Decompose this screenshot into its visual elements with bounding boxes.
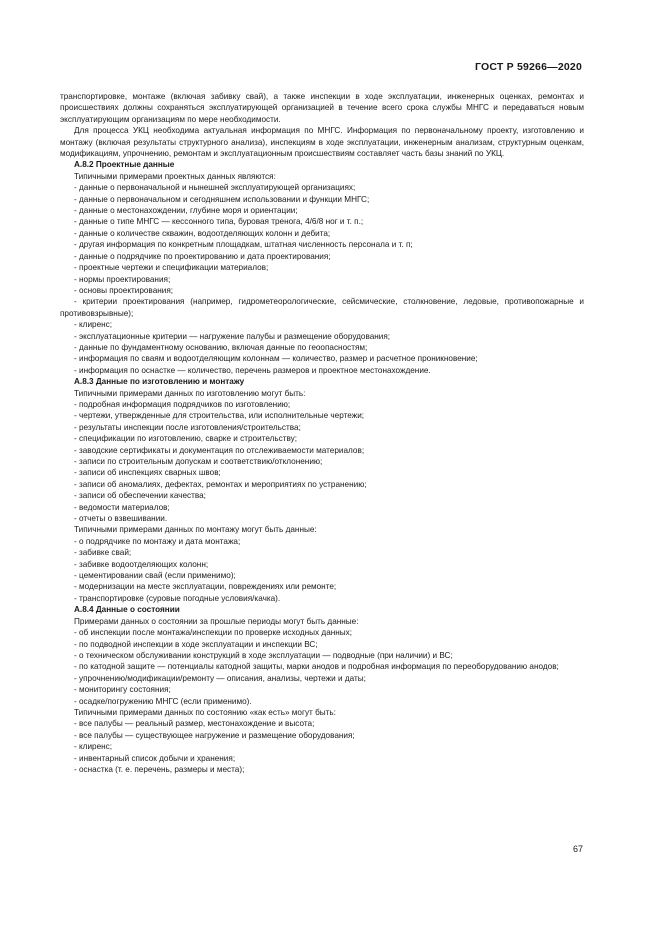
document-header: ГОСТ Р 59266—2020 xyxy=(474,61,582,73)
list-item: - записи по строительным допускам и соответствию/отклонению; xyxy=(74,457,323,466)
list-item: Примерами данных о состоянии за прошлые периоды могут быть данные: xyxy=(74,616,359,626)
list-item: - по катодной защите — потенциалы катодной защиты, марки анодов и подробная информация по переоборудованию анодов; xyxy=(74,662,559,672)
list-item: - проектные чертежи и спецификации материалов; xyxy=(74,263,269,273)
list-item: - эксплуатационные критерии — нагружение палубы и размещение оборудования; xyxy=(74,331,391,341)
list-item: Типичными примерами данных по состоянию «как есть» могут быть: xyxy=(74,707,336,717)
list-item: - модернизации на месте эксплуатации, повреждениях или ремонте; xyxy=(74,582,337,592)
list-item: - подробная информация подрядчиков по изготовлению; xyxy=(74,399,291,409)
list-item: - цементировании свай (если применимо); xyxy=(74,571,236,581)
list-item: - другая информация по конкретным площадкам, штатная численность персонала и т. п; xyxy=(74,240,413,250)
list-item: - данные о количестве скважин, водоотделяющих колонн и дебита; xyxy=(74,228,331,238)
list-item: - данные о первоначальной и нынешней эксплуатирующей организациях; xyxy=(74,183,356,193)
list-item: Типичными примерами данных по монтажу могут быть данные: xyxy=(74,525,317,535)
list-item: - информация по сваям и водоотделяющим колоннам — количество, размер и расчетное проникновение; xyxy=(74,354,478,364)
section-heading: А.8.3 Данные по изготовлению и монтажу xyxy=(74,377,245,387)
list-item: - о подрядчике по монтажу и дата монтажа; xyxy=(74,536,241,546)
list-item: - нормы проектирования; xyxy=(74,274,171,284)
paragraph: транспортировке, монтаже (включая забивку свай), а также инспекции в ходе эксплуатации, инженерных оценках, ремонтах и происшествиях должны сохраняться эксплуатирующей организацией в течение всего срока службы МНГС и передаваться новым эксплуатирующим организациям по мере необходимости. xyxy=(60,92,584,124)
page-number: 67 xyxy=(572,844,583,854)
list-item: - клиренс; xyxy=(74,320,113,330)
list-item: - клиренс; xyxy=(74,742,113,752)
list-item: - оснастка (т. е. перечень, размеры и места); xyxy=(74,764,245,774)
list-item: - отчеты о взвешивании. xyxy=(74,514,168,524)
list-item: - все палубы — реальный размер, местонахождение и высота; xyxy=(74,719,315,729)
list-item: - записи об инспекциях сварных швов; xyxy=(74,468,221,478)
section-heading: А.8.2 Проектные данные xyxy=(74,160,175,170)
paragraph: Для процесса УКЦ необходима актуальная информация по МНГС. Информация по первоначальному проекту, изготовлению и монтажу (включая результаты структурного анализа), инспекциям в ходе эксплуатации, инженерным анализам, структурным оценкам, модификациям, упрочнению, ремонтам и эксплуатационным происшествиям составляет часть базы знаний по УКЦ. xyxy=(60,126,584,159)
list-item: - спецификации по изготовлению, сварке и строительству; xyxy=(74,434,298,444)
list-item: - об инспекции после монтажа/инспекции по проверке исходных данных; xyxy=(74,628,353,638)
list-item: - критерии проектирования (например, гидрометеорологические, сейсмические, столкновение, ледовые, противопожарные и противовзрывные); xyxy=(60,297,584,318)
document-body xyxy=(60,91,584,775)
list-item: - результаты инспекции после изготовления/строительства; xyxy=(74,422,301,432)
list-item: - данные о первоначальном и сегодняшнем использовании и функции МНГС; xyxy=(74,194,370,204)
list-item: - по подводной инспекции в ходе эксплуатации и инспекции ВС; xyxy=(74,639,318,649)
list-item: - информация по оснастке — количество, перечень размеров и проектное местонахождение. xyxy=(74,365,431,375)
list-item: - заводские сертификаты и документация по отслеживаемости материалов; xyxy=(74,445,365,455)
list-item: - данные о типе МНГС — кессонного типа, буровая тренога, 4/6/8 ног и т. п.; xyxy=(74,217,364,227)
list-item: - чертежи, утвержденные для строительства, или исполнительные чертежи; xyxy=(74,411,365,421)
section-heading: А.8.4 Данные о состоянии xyxy=(74,605,180,615)
list-item: - данные по фундаментному основанию, включая данные по геоопасностям; xyxy=(74,342,368,352)
list-item: - о техническом обслуживании конструкций в ходе эксплуатации — подводные (при наличии) и ВС; xyxy=(74,650,453,660)
list-item: - данные о подрядчике по проектированию и дата проектирования; xyxy=(74,251,331,261)
list-item: Типичными примерами данных по изготовлению могут быть: xyxy=(74,388,306,398)
list-item: - инвентарный список добычи и хранения; xyxy=(74,753,236,763)
list-item: - записи об аномалиях, дефектах, ремонтах и мероприятиях по устранению; xyxy=(74,479,367,489)
list-item: - записи об обеспечении качества; xyxy=(74,491,206,501)
list-item: Типичными примерами проектных данных являются: xyxy=(74,171,276,181)
list-item: - транспортировке (суровые погодные условия/качка). xyxy=(74,593,281,603)
list-item: - упрочнению/модификации/ремонту — описания, анализы, чертежи и даты; xyxy=(74,673,366,683)
list-item: - основы проектирования; xyxy=(74,285,174,295)
list-item: - ведомости материалов; xyxy=(74,502,170,512)
list-item: - данные о местонахождении, глубине моря и ориентации; xyxy=(74,206,298,216)
list-item: - все палубы — существующее нагружение и размещение оборудования; xyxy=(74,730,355,740)
list-item: - забивке свай; xyxy=(74,548,132,558)
list-item: - осадке/погружению МНГС (если применимо). xyxy=(74,696,252,706)
list-item: - забивке водоотделяющих колонн; xyxy=(74,559,209,569)
list-item: - мониторингу состояния; xyxy=(74,685,171,695)
